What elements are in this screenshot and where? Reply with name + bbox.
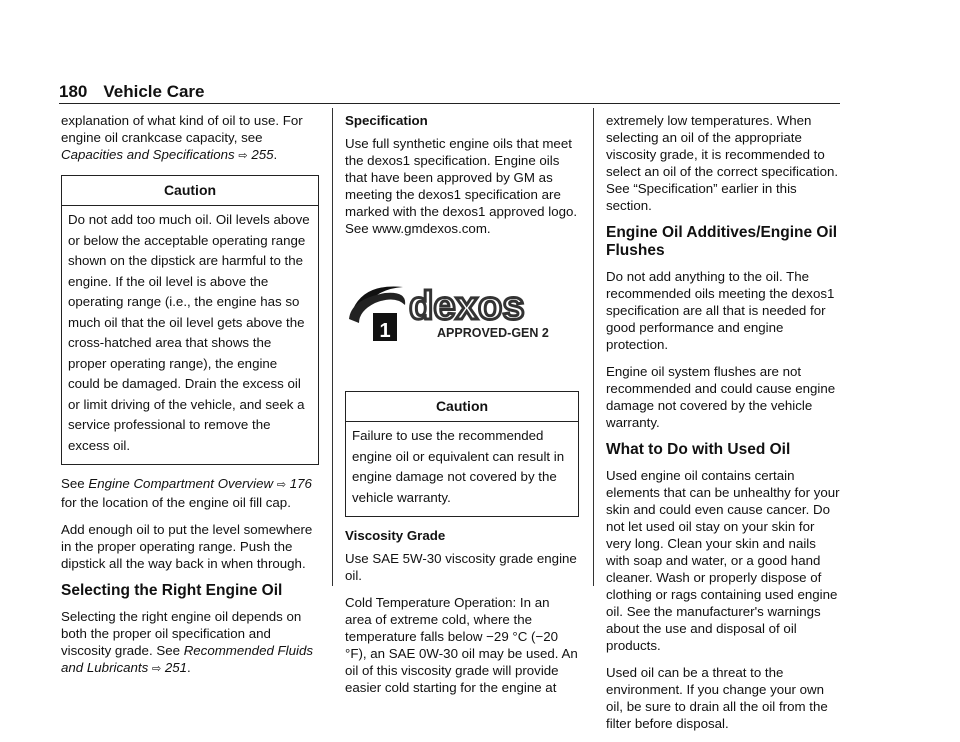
logo-number: 1 [379, 320, 391, 342]
paragraph-environment: Used oil can be a threat to the environment. If you change your own oil, be sure to drain all the oil from the filter before disposal. [606, 665, 828, 731]
paragraph-cold-temperature: Cold Temperature Operation: In an area of extreme cold, where the temperature falls below −29 °C (−20 °F), an SAE 0W-30 oil may be used. An oil of this viscosity grade will provide easier cold starting for the engine at [345, 595, 578, 695]
paragraph-used-oil: Used engine oil contains certain elements that can be unhealthy for your skin and could even cause cancer. Do not let used oil stay on your skin for very long. Clean your skin and nails with soap and water, or a good hand cleaner. Wash or properly dispose of clothing or rags containing used engine oil. See the manufacturer's warnings about the use and disposal of oil products. [606, 468, 840, 653]
link-recommended-fluids[interactable]: Recommended Fluids and Lubricants [61, 643, 314, 675]
paragraph-specification: Use full synthetic engine oils that meet the dexos1 specification. Engine oils that have been approved by GM as meeting the dexos1 specification are marked with the dexos1 approved logo. See www.gmdexos.com. [345, 136, 578, 236]
paragraph-oil-explanation: explanation of what kind of oil to use. For engine oil crankcase capacity, see Capacities and Specifications ⇨ 255. [61, 113, 303, 162]
logo-brand-outline: dexos [409, 284, 525, 328]
paragraph-viscosity: Use SAE 5W-30 viscosity grade engine oil. [345, 551, 577, 583]
page-ref-176[interactable]: 176 [289, 476, 312, 491]
page-number: 180 [59, 82, 88, 101]
column-1 [61, 112, 319, 688]
dexos-logo-graphic [345, 279, 577, 347]
page-ref-251[interactable]: 251 [164, 660, 188, 675]
paragraph-fill-cap: See Engine Compartment Overview ⇨ 176 for the location of the engine oil fill cap. [61, 476, 312, 510]
paragraph-low-temperatures: extremely low temperatures. When selecting an oil of the appropriate viscosity grade, it is recommended to select an oil of the correct specification. See “Specification” earlier in this section. [606, 113, 839, 213]
heading-specification: Specification [345, 113, 428, 128]
page-reference-arrow-icon: ⇨ [151, 663, 162, 675]
page-reference-arrow-icon: ⇨ [238, 150, 248, 162]
paragraph-flushes: Engine oil system flushes are not recommended and could cause engine damage not covered by the vehicle warranty. [606, 364, 836, 430]
link-engine-compartment[interactable]: Engine Compartment Overview [88, 476, 274, 491]
section-title: Vehicle Care [103, 82, 205, 101]
page-reference-arrow-icon: ⇨ [276, 479, 287, 491]
caution-body: Failure to use the recommended engine oil or equivalent can result in engine damage not covered by the vehicle warranty. [352, 428, 565, 505]
column-3 [606, 112, 840, 742]
heading-viscosity: Viscosity Grade [345, 528, 446, 543]
caution-body: Do not add too much oil. Oil levels above or below the acceptable operating range shown on the dipstick are harmful to the engine. If the oil level is above the operating range (i.e., the engine has so much oil that the oil level gets above the cross-hatched area that shows the proper operating range), the engine could be damaged. Drain the excess oil or limit driving of the vehicle, and seek a service professional to remove the excess oil. [68, 212, 310, 453]
caution-title: Caution [346, 392, 578, 422]
heading-additives: Engine Oil Additives/Engine Oil Flushes [606, 224, 838, 259]
paragraph-selecting-oil: Selecting the right engine oil depends on both the proper oil specification and viscosity grade. See Recommended Fluids and Lubricants ⇨ 251. [61, 609, 314, 675]
paragraph-add-oil: Add enough oil to put the level somewhere in the proper operating range. Push the dipstick all the way back in when through. [61, 522, 313, 571]
column-separator [593, 108, 594, 586]
caution-box-recommended-oil [345, 391, 579, 517]
link-capacities[interactable]: Capacities and Specifications [61, 147, 235, 162]
paragraph-additives: Do not add anything to the oil. The recommended oils meeting the dexos1 specification are all that is needed for good performance and engine protection. [606, 269, 835, 352]
heading-used-oil: What to Do with Used Oil [606, 441, 791, 458]
heading-selecting-oil: Selecting the Right Engine Oil [61, 582, 283, 599]
caution-title: Caution [62, 176, 318, 206]
dexos-logo [345, 279, 579, 347]
column-2 [345, 112, 579, 706]
column-separator [332, 108, 333, 586]
logo-tagline: APPROVED-GEN 2 [437, 326, 549, 340]
page-ref-255[interactable]: 255 [251, 147, 274, 162]
caution-box-oil-level [61, 175, 319, 465]
header-rule [59, 103, 840, 104]
page-header [59, 82, 205, 102]
